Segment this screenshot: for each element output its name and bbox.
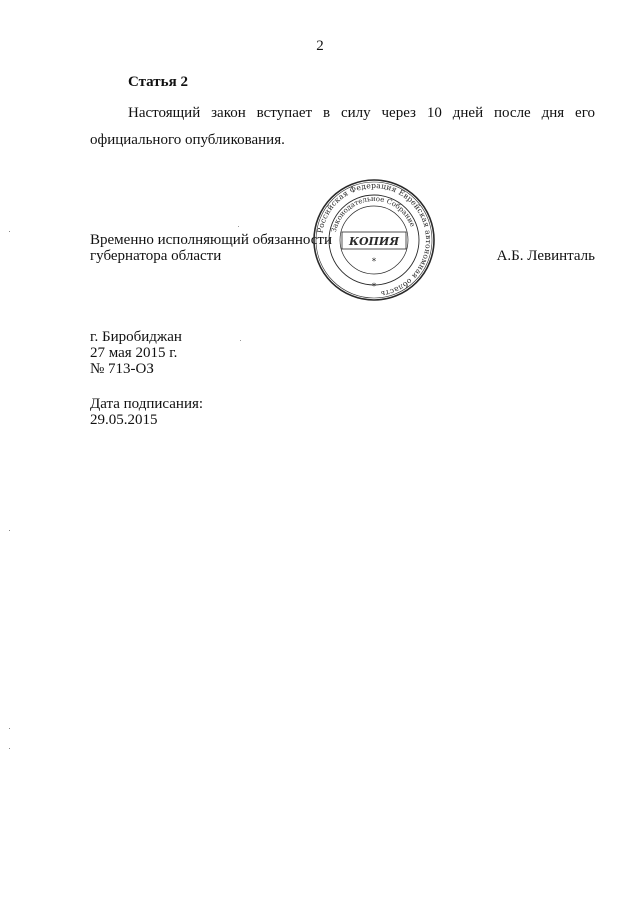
signer-name: А.Б. Левинталь [496, 248, 595, 264]
seal-bottom-star-icon: * [371, 282, 377, 292]
margin-mark [9, 530, 10, 531]
signatory-position-line-2: губернатора области [90, 248, 222, 264]
seal-center-label: КОПИЯ [348, 235, 400, 248]
signing-label: Дата подписания: [90, 396, 204, 412]
official-seal-stamp [312, 178, 436, 302]
document-number: № 713-ОЗ [90, 361, 154, 377]
article-text: Настоящий закон вступает в силу через 10 дней после дня его официального опубликования. [90, 105, 595, 148]
signing-date: 29.05.2015 [90, 412, 158, 428]
seal-star-icon: * [371, 257, 377, 267]
signatory-position [90, 232, 332, 264]
scan-speck [240, 340, 241, 341]
seal-outer-text: Российская Федерация Еврейская автономная область [315, 180, 434, 299]
document-city: г. Биробиджан [90, 329, 182, 345]
signatory-position-line-1: Временно исполняющий обязанности [90, 232, 333, 248]
seal-inner-text: Законодательное Собрание [329, 194, 417, 234]
article-heading: Статья 2 [128, 74, 188, 90]
document-details [90, 329, 182, 377]
margin-mark [9, 728, 10, 729]
scan-speck [238, 226, 239, 227]
margin-mark [9, 231, 10, 232]
margin-mark [9, 748, 10, 749]
signing-info [90, 396, 203, 428]
document-date: 27 мая 2015 г. [90, 345, 178, 361]
page-number: 2 [316, 38, 324, 54]
